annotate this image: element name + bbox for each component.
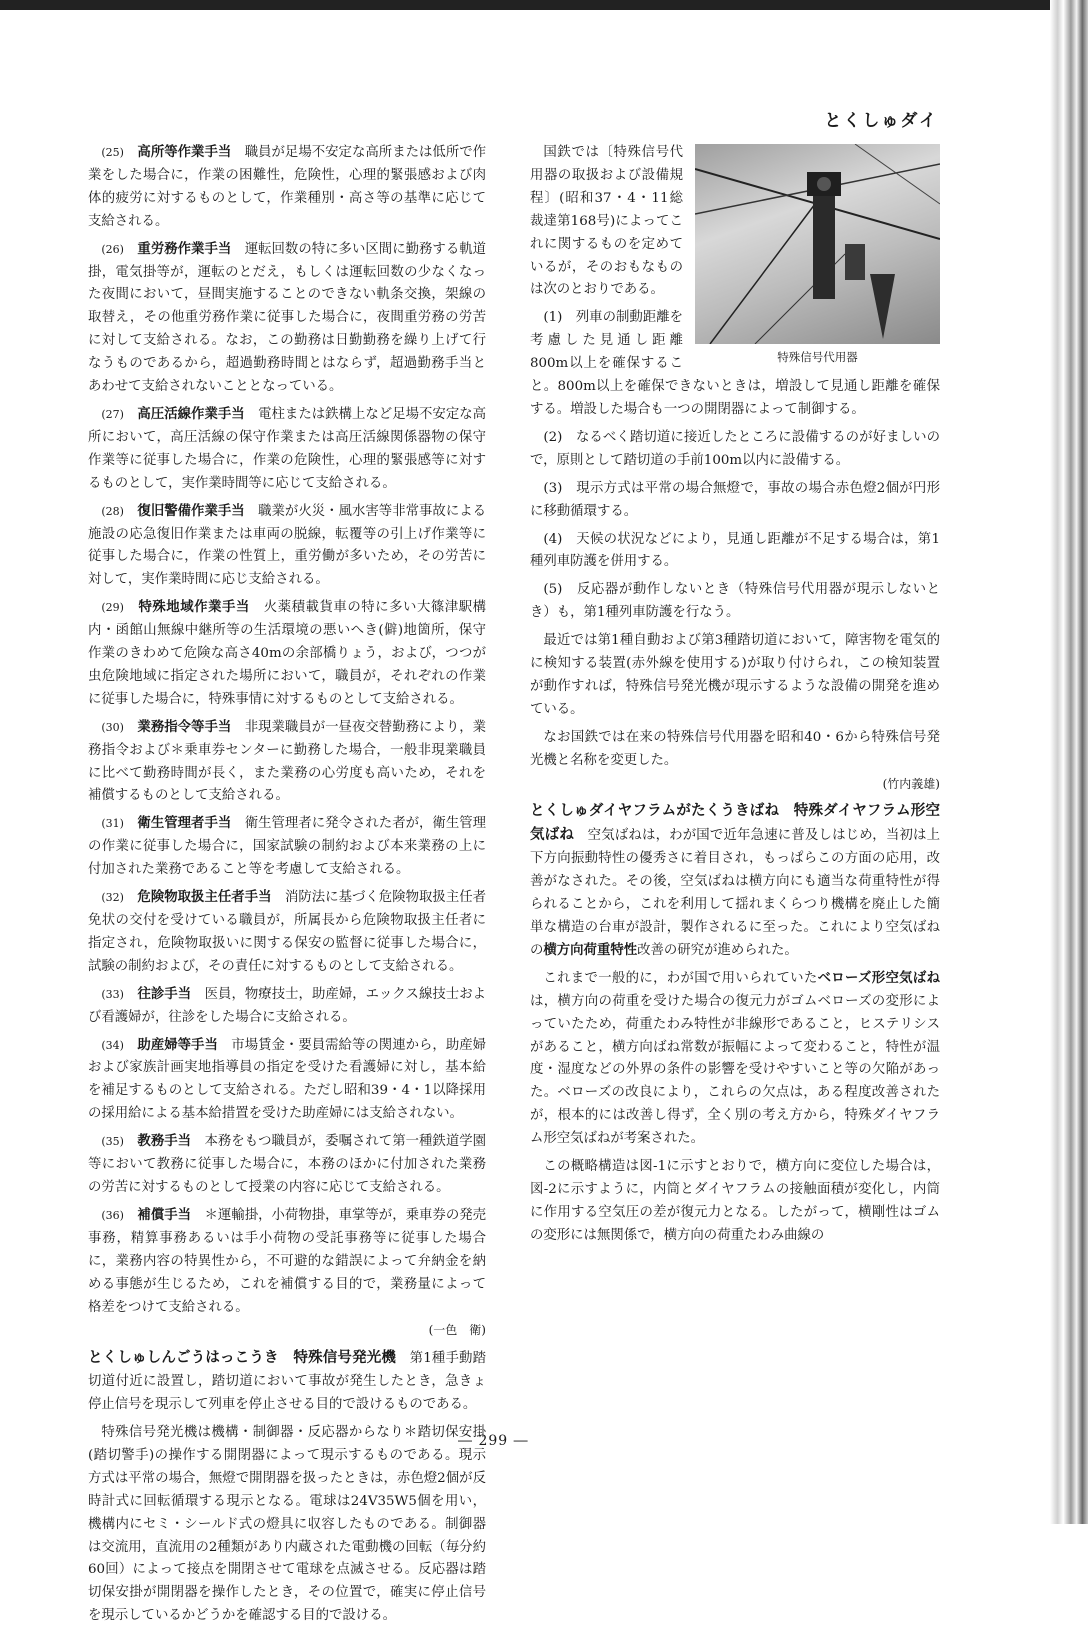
entry-signal-para5: なお国鉄では在来の特殊信号代用器を昭和40・6から特殊信号発光機と名称を変更した。 (竹内義雄) [530,727,940,796]
entry-diaphragm-para2: これまで一般的に，わが国で用いられていたベローズ形空気ばねは，横方向の荷重を受けた場合の復元力がゴムベローズの変形によっていたため，荷重たわみ特性が非線形であること，ヒステリシスがあること，横方向ばね常数が振幅によって変わること，特性が温度・湿度などの外界の条件の影響を受けやすいこと等の欠陥があった。ベローズの改良により，これらの欠点は，ある程度改善されたが，根本的には改善し得ず，全く別の考え方から，特殊ダイヤフラム形空気ばねが考案された。 [530,970,940,1147]
photo-float-block [530,142,940,427]
entry-signal-para2-start: 特殊信号発光機は機構・制御器・反応器からなり＊踏切保安掛(踏切警手)の操作する開閉器によって現示するものである。現示方式は平常の場合，無燈で開閉器を扱ったときは，赤色燈2個が反時計式に回転循環する現示となる。電球は24V35W5個を用い，機構内にセミ・シールド式の燈具に収容したものである。制御器は交流用，直流用の2種類があり内蔵された電動機の回転（毎分約60回）によって接点を開閉させて電球を点滅させる。反応器は踏切保安掛が開閉器を操作したとき，その位置で，確実に停止信号を現示しているかどうかを確認する目的で設ける。 [88,1425,486,1624]
entry-signal-para3: 国鉄では〔特殊信号代用器の取扱および設備規程〕(昭和37・4・11総裁達第168号)によってこれに関するものを定めているが，そのおもなものは次のとおりである。 [530,145,683,298]
right-column [530,142,940,1253]
entry-diaphragm-para1: とくしゅダイヤフラムがたくうきばね 特殊ダイヤフラム形空気ばね 空気ばねは，わが国で近年急速に普及しはじめ，当初は上下方向振動特性の優秀さに着目され，もっぱらこの方面の応用，改善がなされた。その後，空気ばねは横方向にも適当な荷重特性が得られることから，これを利用して揺れまくらつり機構を廃止した簡単な構造の台車が設計，製作されるに至った。これにより空気ばねの横方向荷重特性改善の研究が進められた。 [530,803,941,958]
allowance-entry-25: (25) 高所等作業手当 職員が足場不安定な高所または低所で作業をした場合に，作業の困難性，危険性，心理的緊張感および肉体的疲労に対するものとして，作業種別・高さ等の基準に応じて支給される。 [88,145,487,229]
allowance-entry-31: (31) 衛生管理者手当 衛生管理者に発令された者が，衛生管理の作業に従事した場合に，国家試験の制約および本来業務の上に付加された業務であること等を考慮して支給される。 [88,816,487,878]
allowance-entry-35: (35) 教務手当 本務をもつ職員が，委嘱されて第一種鉄道学園等において教務に従事した場合に，本務のほかに付加された業務の労苦に対するものとして授業の内容に応じて支給される。 [88,1134,487,1195]
author-credit: (竹内義雄) [882,776,940,791]
left-column [88,142,486,1633]
entry-signal-para4: 最近では第1種自動および第3種踏切道において，障害物を電気的に検知する装置(赤外線を使用する)が取り付けられ，この検知装置が動作すれば，特殊信号発光機が現示するような設備の開発を進めている。 [530,633,940,717]
entry-heading-diaphragm: とくしゅダイヤフラムがたくうきばね 特殊ダイヤフラム形空気ばね [530,803,940,844]
top-scan-edge [0,0,1088,10]
signal-photo-drawing [695,144,940,344]
book-spine-shadow [1050,0,1088,1524]
regulation-item-3: (3) 現示方式は平常の場合無燈で，事故の場合赤色燈2個が円形に移動循環する。 [530,480,940,519]
allowance-entry-26: (26) 重労務作業手当 運転回数の特に多い区間に勤務する軌道掛，電気掛等が，運転のとだえ，もしくは運転回数の少なくなった夜間において，昼間実施することのできない軌条交換，架線の取替え，その他重労務作業に従事した場合に，夜間重労務の労苦に対して支給される。なお，この勤務は日勤勤務を繰り上げて行なうものであるから，超過勤務時間とはならず，超過勤務手当とあわせて支給されないこととなっている。 [88,241,487,395]
allowance-entry-29: (29) 特殊地域作業手当 火薬積載貨車の特に多い大篠津駅構内・函館山無線中継所等の生活環境の悪いへき(僻)地箇所，保守作業のきわめて危険な高さ40mの余部橋りょう，および，つつが虫危険地域に指定された場所において，職員が，それぞれの作業に従事した場合に，特殊事情に対するものとして支給される。 [88,600,487,707]
allowance-entry-33: (33) 往診手当 医員，物療技士，助産婦，エックス線技士および看護婦が，往診をした場合に支給される。 [88,986,487,1025]
signal-photo [695,144,940,344]
entry-diaphragm-para3: この概略構造は図-1に示すとおりで，横方向に変位した場合は，図-2に示すように，内筒とダイヤフラムの接触面積が変化し，内筒に作用する空気圧の差が復元力となる。したがって，横剛性はゴムの変形には無関係で，横方向の荷重たわみ曲線の [530,1159,940,1243]
regulation-item-2: (2) なるべく踏切道に接近したところに設備するのが好ましいので，原則として踏切道の手前100m以内に設備する。 [530,429,940,468]
author-credit: (一色 衛) [428,1323,486,1338]
allowance-entry-30: (30) 業務指令等手当 非現業職員が一昼夜交替勤務により，業務指令および＊乗車券センターに勤務した場合，一般非現業職員に比べて勤務時間が長く，また業務の心労度も高いため，それを補償するものとして支給される。 [88,719,487,804]
photo-caption: 特殊信号代用器 [777,350,858,364]
regulation-item-1: (1) 列車の制動距離を考慮した見通し距離800m以上を確保すること。800m以上を確保できないときは，増設して見通し距離を確保する。増設した場合も一つの開閉器によって制御する。 [530,310,940,417]
figure [695,144,940,366]
regulation-item-4: (4) 天候の状況などにより，見通し距離が不足する場合は，第1種列車防護を併用する。 [530,531,940,570]
running-header: とくしゅダイ [824,111,938,131]
allowance-entry-34: (34) 助産婦等手当 市場賃金・要員需給等の関連から，助産婦および家族計画実地指導員の指定を受けた看護婦に対し，基本給を補足するものとして支給される。ただし昭和39・4・1以降採用の採用給による基本給措置を受けた助産婦には支給されない。 [88,1037,487,1122]
entry-signal-intro: とくしゅしんごうはっこうき 特殊信号発光機 第1種手動踏切道付近に設置し，踏切道において事故が発生したとき，急きょ停止信号を現示して列車を停止させる目的で設けるものである。 [88,1350,487,1413]
regulation-item-5: (5) 反応器が動作しないとき（特殊信号代用器が現示しないとき）も，第1種列車防護を行なう。 [530,582,940,621]
allowance-entry-36: (36) 補償手当 ＊運輸掛，小荷物掛，車掌等が，乗車券の発売事務，精算事務あるいは手小荷物の受託事務等に従事した場合に，業務内容の特異性から，不可避的な錯誤によって弁納金を納める事態が生じるため，これを補償する目的で，業務量によって格差をつけて支給される。 (一色 衛) [88,1205,486,1342]
allowance-entry-27: (27) 高圧活線作業手当 電柱または鉄構上など足場不安定な高所において，高圧活線の保守作業または高圧活線関係器物の保守作業等に従事した場合に，作業の危険性，心理的緊張感等に対するものとして，実作業時間等に応じて支給される。 [88,406,487,491]
allowance-entry-28: (28) 復旧警備作業手当 職業が火災・風水害等非常事故による施設の応急復旧作業または車両の脱線，転覆等の引上げ作業等に従事した場合に，作業の性質上，重労働が多いため，その労苦に対して，実作業時間に応じ支給される。 [88,503,487,588]
allowance-entry-32: (32) 危険物取扱主任者手当 消防法に基づく危険物取扱主任者免状の交付を受けている職員が，所属長から危険物取扱主任者に指定され，危険物取扱いに関する保安の監督に従事した場合に，試験の制約および，その責任に対するものとして支給される。 [88,890,487,974]
entry-heading-signal: とくしゅしんごうはっこうき 特殊信号発光機 [88,1350,397,1367]
page-number: ― 299 ― [458,1433,529,1449]
